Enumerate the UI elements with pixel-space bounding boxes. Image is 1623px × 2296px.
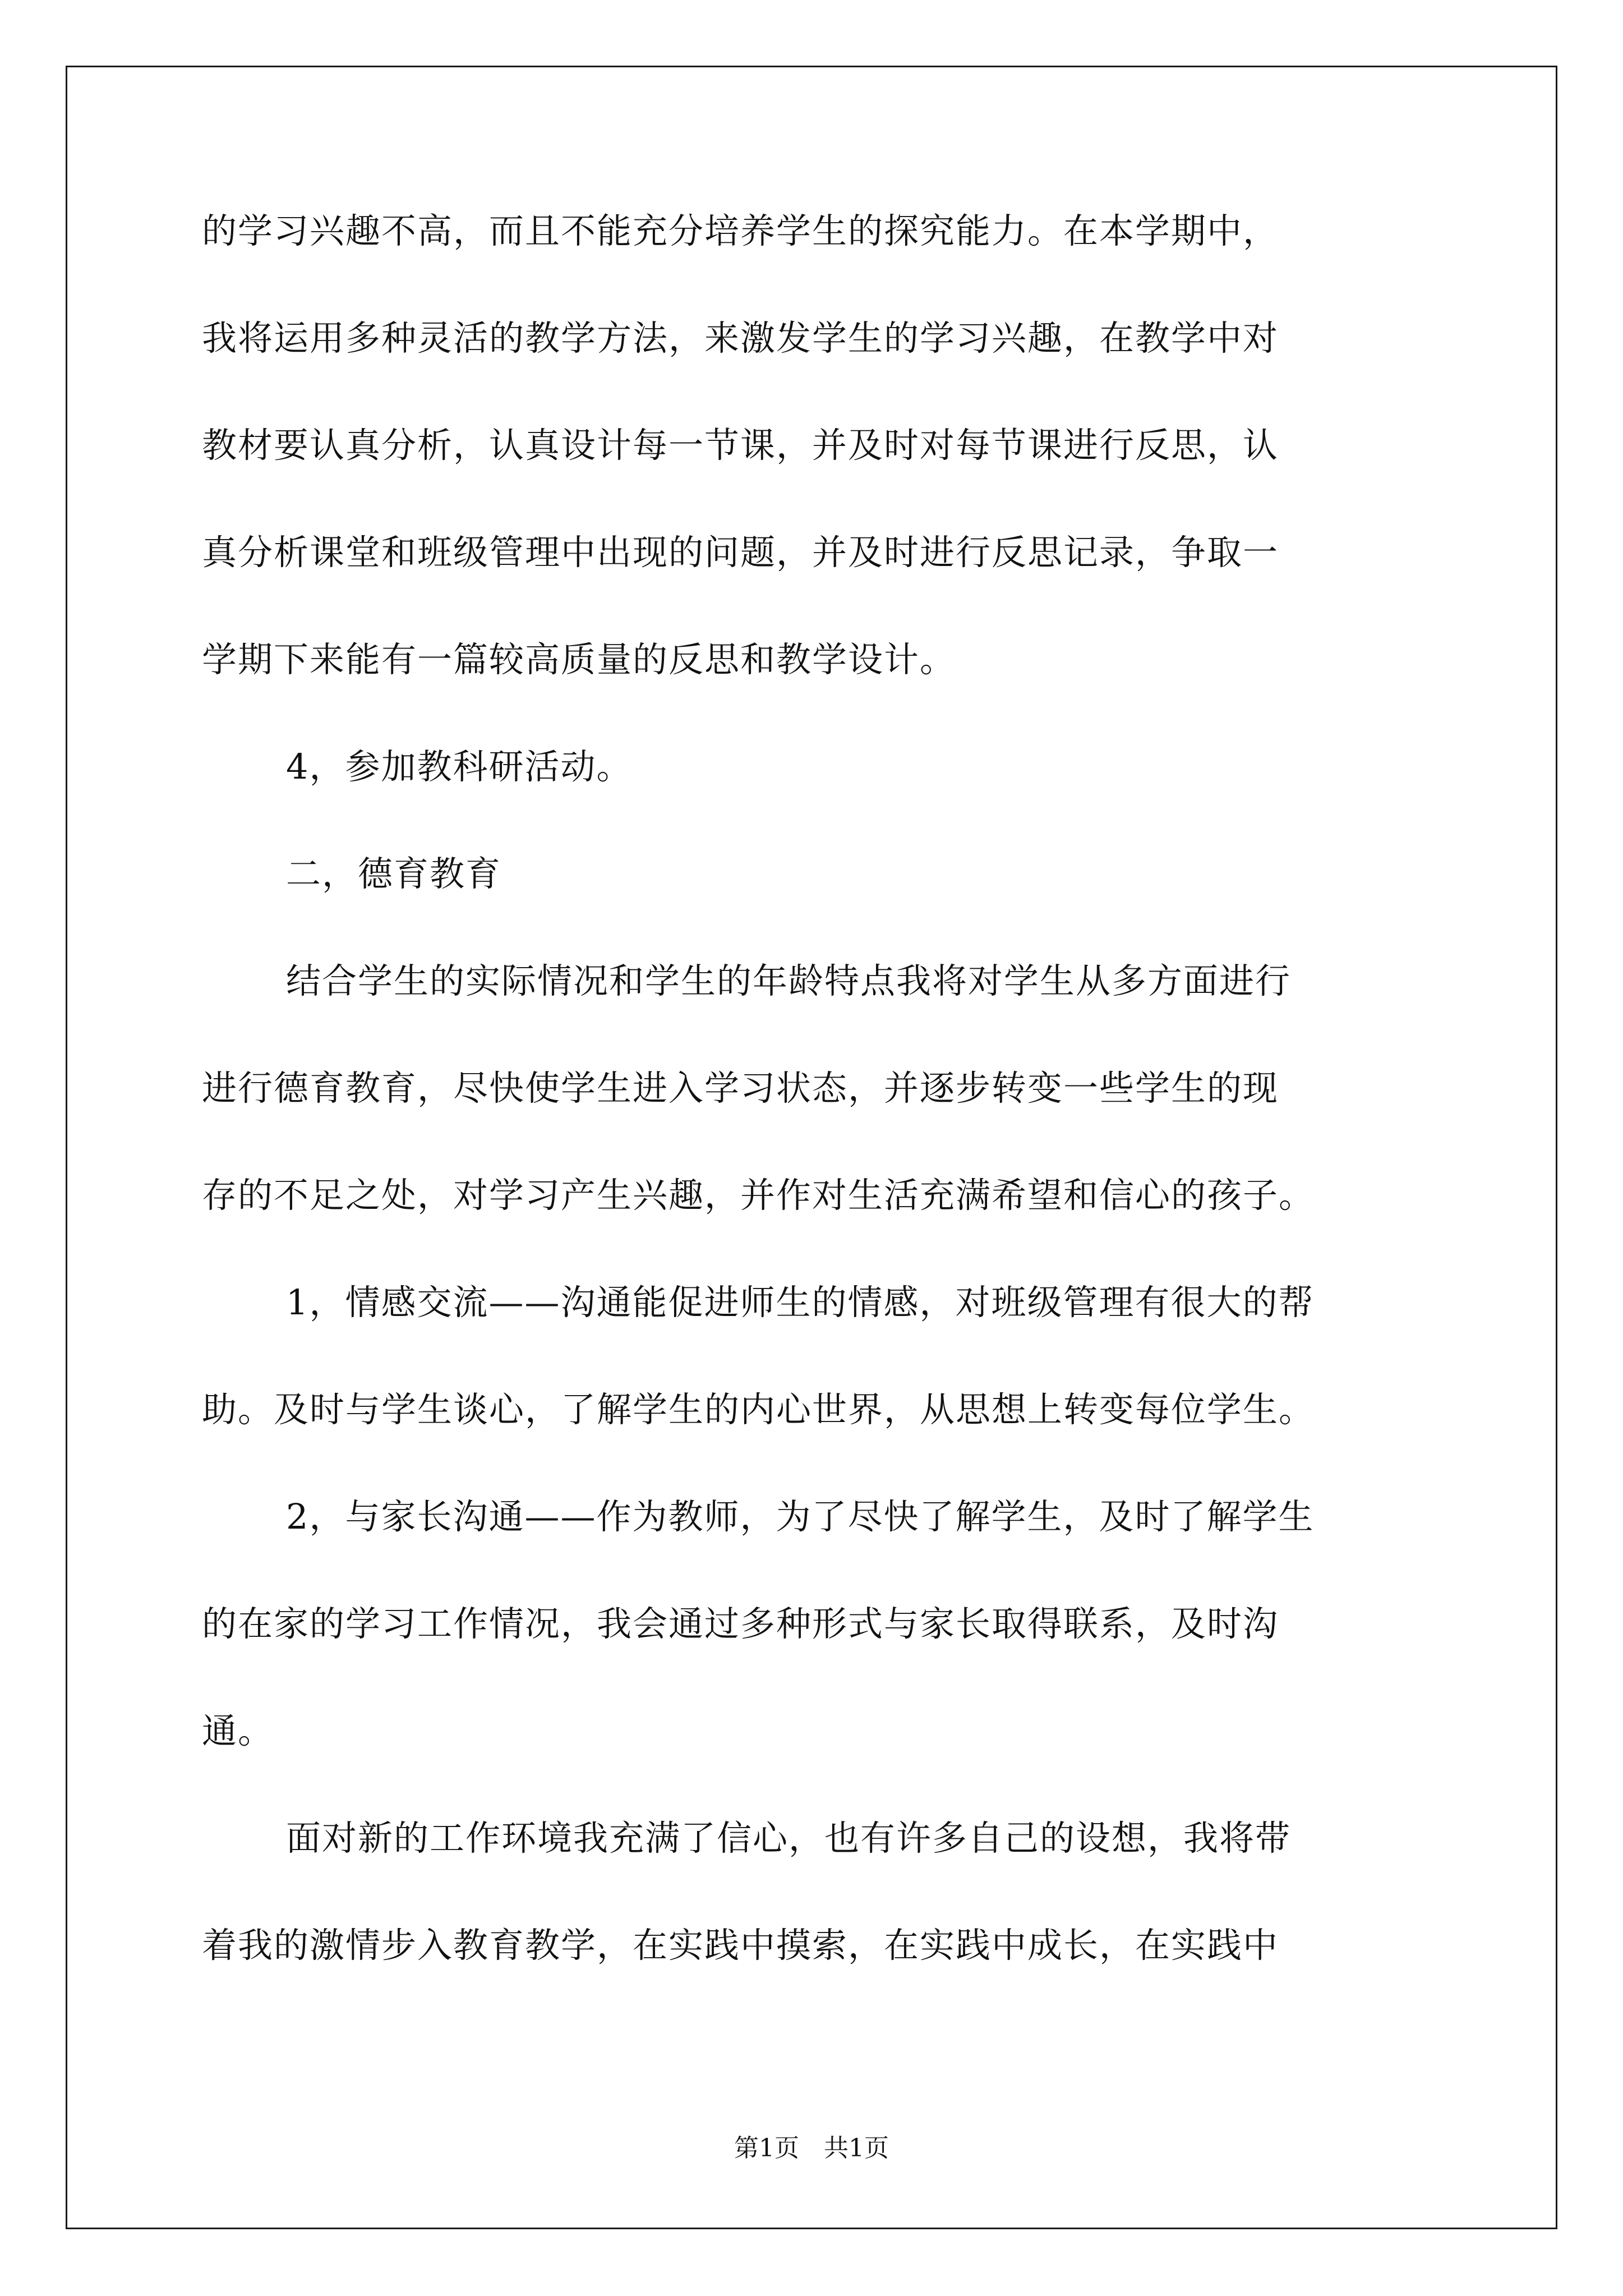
page-number: 第1页 共1页 — [734, 2134, 889, 2162]
text-line: 的学习兴趣不高，而且不能充分培养学生的探究能力。在本学期中， — [202, 210, 1279, 251]
text-line: 着我的激情步入教育教学，在实践中摸索，在实践中成长，在实践中 — [202, 1925, 1279, 1966]
text-line: 2，与家长沟通——作为教师，为了尽快了解学生，及时了解学生 — [286, 1496, 1315, 1537]
section-heading: 二，德育教育 — [286, 853, 502, 894]
text-line: 1，情感交流——沟通能促进师生的情感，对班级管理有很大的帮 — [286, 1282, 1315, 1323]
text-line: 4，参加教科研活动。 — [286, 746, 633, 787]
text-line: 我将运用多种灵活的教学方法，来激发学生的学习兴趣，在教学中对 — [202, 318, 1279, 358]
text-line: 存的不足之处，对学习产生兴趣，并作对生活充满希望和信心的孩子。 — [202, 1175, 1315, 1216]
text-line: 进行德育教育，尽快使学生进入学习状态，并逐步转变一些学生的现 — [202, 1068, 1279, 1108]
text-line: 助。及时与学生谈心，了解学生的内心世界，从思想上转变每位学生。 — [202, 1389, 1315, 1430]
text-line: 通。 — [202, 1710, 274, 1751]
text-line: 教材要认真分析，认真设计每一节课，并及时对每节课进行反思，认 — [202, 425, 1279, 466]
text-line: 结合学生的实际情况和学生的年龄特点我将对学生从多方面进行 — [286, 960, 1292, 1001]
text-line: 真分析课堂和班级管理中出现的问题，并及时进行反思记录，争取一 — [202, 532, 1279, 573]
page-border — [66, 66, 1557, 2229]
text-line: 学期下来能有一篇较高质量的反思和教学设计。 — [202, 639, 956, 680]
text-line: 面对新的工作环境我充满了信心，也有许多自己的设想，我将带 — [286, 1818, 1292, 1858]
text-line: 的在家的学习工作情况，我会通过多种形式与家长取得联系，及时沟 — [202, 1603, 1279, 1644]
